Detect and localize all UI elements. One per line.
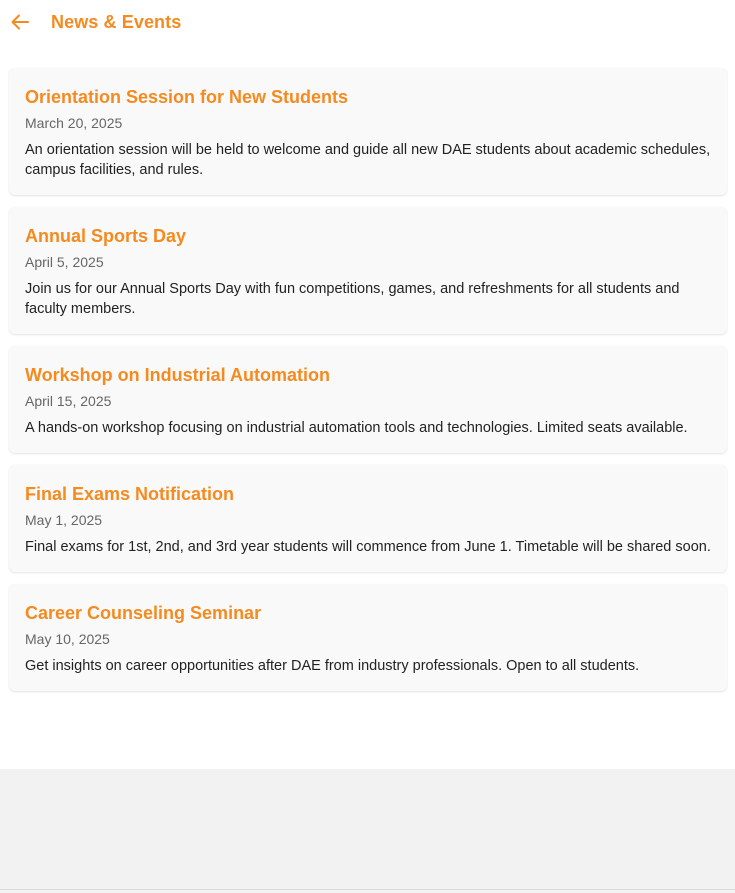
event-description: Join us for our Annual Sports Day with fun competitions, games, and refreshments for all students and faculty members. — [25, 281, 680, 317]
event-card[interactable] — [9, 465, 727, 572]
event-card[interactable] — [9, 68, 727, 195]
event-date: April 15, 2025 — [25, 393, 112, 409]
page-title: News & Events — [51, 12, 182, 32]
bottom-divider — [0, 889, 735, 890]
event-description: An orientation session will be held to welcome and guide all new DAE students about academic schedules, campus facilities, and rules. — [25, 142, 711, 178]
app-header — [0, 0, 735, 46]
event-title: Orientation Session for New Students — [25, 87, 349, 107]
event-date: May 1, 2025 — [25, 512, 103, 528]
event-card[interactable] — [9, 207, 727, 334]
event-description: Final exams for 1st, 2nd, and 3rd year students will commence from June 1. Timetable will be shared soon. — [25, 539, 711, 555]
event-date: May 10, 2025 — [25, 631, 110, 647]
event-title: Final Exams Notification — [25, 484, 235, 504]
event-title: Career Counseling Seminar — [25, 603, 262, 623]
event-card[interactable] — [9, 346, 727, 453]
back-button[interactable] — [9, 11, 31, 33]
events-list — [9, 68, 727, 703]
event-description: Get insights on career opportunities after DAE from industry professionals. Open to all students. — [25, 658, 640, 674]
event-card[interactable] — [9, 584, 727, 691]
event-title: Annual Sports Day — [25, 226, 187, 246]
event-title: Workshop on Industrial Automation — [25, 365, 330, 385]
event-date: March 20, 2025 — [25, 115, 123, 131]
event-description: A hands-on workshop focusing on industrial automation tools and technologies. Limited seats available. — [25, 420, 688, 436]
arrow-left-icon — [10, 12, 30, 32]
event-date: April 5, 2025 — [25, 254, 104, 270]
